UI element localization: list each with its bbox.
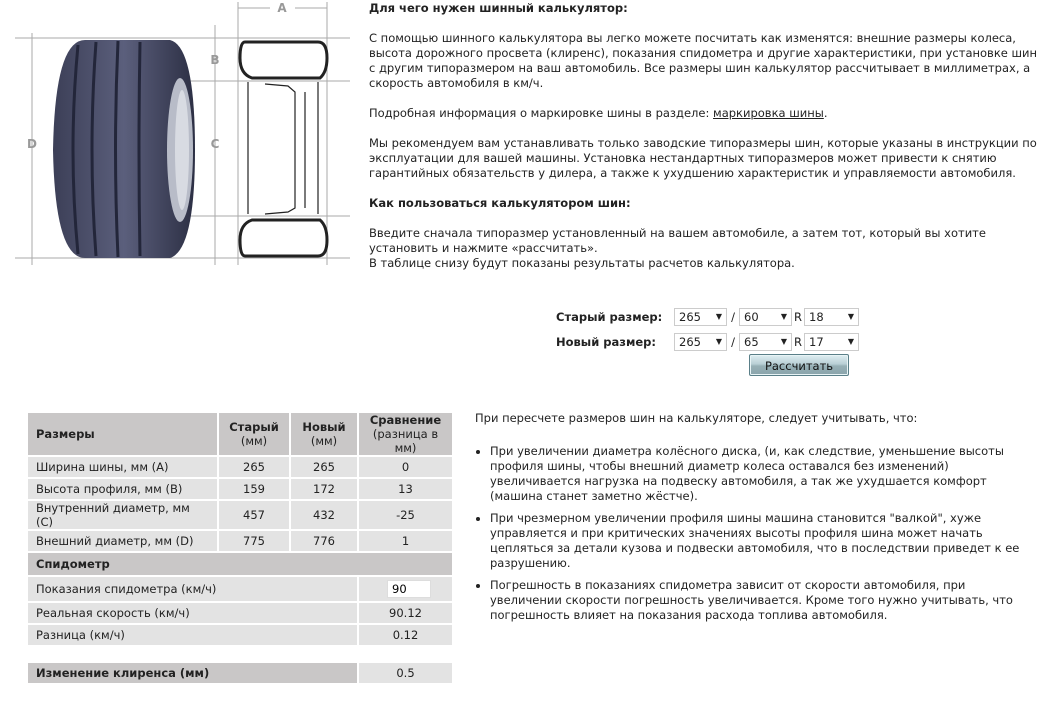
header-old <box>218 412 290 456</box>
header-new-title: Новый <box>302 420 346 434</box>
speedometer-reading-row <box>27 576 453 602</box>
tire-photo <box>53 40 195 258</box>
header-compare-title: Сравнение <box>369 413 442 427</box>
new-rim-select[interactable] <box>804 333 859 351</box>
speedometer-input[interactable] <box>387 580 431 598</box>
row-label: Ширина шины, мм (A) <box>27 456 218 478</box>
header-new <box>290 412 358 456</box>
r-separator: R <box>794 309 802 324</box>
slash-separator: / <box>731 309 735 324</box>
old-width-select[interactable] <box>674 308 727 326</box>
calculate-button[interactable]: Рассчитать <box>749 354 849 376</box>
header-compare-unit: (разница в мм) <box>372 427 439 455</box>
table-row <box>27 478 453 500</box>
speedometer-section-row <box>27 552 453 576</box>
intro-paragraph: С помощью шинного калькулятора вы легко можете посчитать как изменятся: внешние размеры колеса, высота дорожного просвета (клиренс), показания спидометра и другие характеристики, при установке шин с другим типоразмером на ваш автомобиль. Все размеры шин калькулятор рассчитывает в миллиметрах, а скорость автомобиля в км/ч. <box>369 31 1038 90</box>
dimension-label-b: B <box>210 53 220 67</box>
row-diff-value: 13 <box>358 478 453 500</box>
spacer <box>27 646 453 662</box>
chevron-down-icon: ▼ <box>847 312 854 321</box>
row-diff-value: 1 <box>358 530 453 552</box>
old-profile-select[interactable] <box>739 308 792 326</box>
table-row <box>27 500 453 530</box>
spacer-row <box>27 646 453 662</box>
chevron-down-icon: ▼ <box>780 337 787 346</box>
row-new-value: 172 <box>290 478 358 500</box>
howto-paragraph <box>369 226 1039 271</box>
speedometer-reading-label: Показания спидометра (км/ч) <box>27 576 358 602</box>
dimension-label-d: D <box>27 137 37 151</box>
new-profile-select[interactable] <box>739 333 792 351</box>
chevron-down-icon: ▼ <box>715 312 722 321</box>
clearance-row <box>27 662 453 684</box>
recommendation-paragraph: Мы рекомендуем вам устанавливать только заводские типоразмеры шин, которые указаны в инструкции по эксплуатации для вашей машины. Установка нестандартных типоразмеров может привести к снятию гарантийных обязательств у дилера, а также к ухудшению характеристик и управляемости автомобиля. <box>369 136 1037 180</box>
old-rim-value: 18 <box>809 309 824 324</box>
new-size-row <box>556 329 859 354</box>
real-speed-value: 90.12 <box>358 602 453 624</box>
header-old-title: Старый <box>229 420 279 434</box>
note-item: • При чрезмерном увеличении профиля шины машина становится "валкой", хуже управляется и при критических значениях высоты профиля шина может начать цепляться за детали кузова и подвески автомобиля, что в последствии приведет к ее разрушению. <box>490 511 1035 571</box>
speed-diff-value: 0.12 <box>358 624 453 646</box>
size-form <box>556 304 859 354</box>
row-diff-value: -25 <box>358 500 453 530</box>
marking-paragraph <box>369 106 1039 121</box>
old-profile-value: 60 <box>744 309 759 324</box>
dimension-label-a: A <box>277 1 287 15</box>
notes-intro: При пересчете размеров шин на калькуляторе, следует учитывать, что: <box>475 411 918 425</box>
table-header-row <box>27 412 453 456</box>
header-sizes: Размеры <box>27 412 218 456</box>
row-old-value: 775 <box>218 530 290 552</box>
speed-diff-row <box>27 624 453 646</box>
new-rim-value: 17 <box>809 334 824 349</box>
speedometer-reading-cell <box>358 576 453 602</box>
speed-diff-label: Разница (км/ч) <box>27 624 358 646</box>
row-old-value: 457 <box>218 500 290 530</box>
real-speed-label: Реальная скорость (км/ч) <box>27 602 358 624</box>
old-size-label: Старый размер: <box>556 309 663 324</box>
old-size-row <box>556 304 859 329</box>
dimension-label-c: C <box>210 137 220 151</box>
table-row <box>27 456 453 478</box>
row-new-value: 265 <box>290 456 358 478</box>
chevron-down-icon: ▼ <box>715 337 722 346</box>
howto-text-2: В таблице снизу будут показаны результаты расчетов калькулятора. <box>369 256 795 270</box>
row-old-value: 159 <box>218 478 290 500</box>
row-new-value: 432 <box>290 500 358 530</box>
row-label: Высота профиля, мм (B) <box>27 478 218 500</box>
clearance-label: Изменение клиренса (мм) <box>27 662 358 684</box>
tire-dimensions-diagram <box>0 0 360 280</box>
row-new-value: 776 <box>290 530 358 552</box>
note-item: • Погрешность в показаниях спидометра зависит от скорости автомобиля, при увеличении скорости погрешность увеличивается. Кроме того нужно учитывать, что погрешность влияет на показания расхода топлива автомобиля. <box>490 578 1035 623</box>
new-width-value: 265 <box>679 334 701 349</box>
marking-link[interactable]: маркировка шины <box>713 106 824 120</box>
heading-purpose: Для чего нужен шинный калькулятор: <box>369 1 628 15</box>
results-table <box>26 411 454 685</box>
r-separator: R <box>794 334 802 349</box>
marking-suffix: . <box>823 106 828 120</box>
howto-text: Введите сначала типоразмер установленный на вашем автомобиле, а затем тот, который вы хотите установить и нажмите «рассчитать». <box>369 226 986 255</box>
header-new-unit: (мм) <box>310 434 338 448</box>
new-width-select[interactable] <box>674 333 727 351</box>
row-diff-value: 0 <box>358 456 453 478</box>
table-row <box>27 530 453 552</box>
speedometer-title: Спидометр <box>27 552 453 576</box>
tire-cross-section <box>240 42 327 256</box>
intro-section <box>369 1 1039 286</box>
note-item: • При увеличении диаметра колёсного диска, (и, как следствие, уменьшение высоты профиля шины, чтобы внешний диаметр колеса оставался без изменений) увеличивается нагрузка на подвеску автомобиля, а так же ухудшается комфорт (машина станет заметно жёстче). <box>490 444 1035 504</box>
row-label: Внешний диаметр, мм (D) <box>27 530 218 552</box>
new-profile-value: 65 <box>744 334 759 349</box>
marking-text: Подробная информация о маркировке шины в разделе: <box>369 106 714 120</box>
chevron-down-icon: ▼ <box>847 337 854 346</box>
notes-section <box>475 411 1035 630</box>
old-rim-select[interactable] <box>804 308 859 326</box>
notes-list <box>475 444 1035 623</box>
old-width-value: 265 <box>679 309 701 324</box>
new-size-label: Новый размер: <box>556 334 656 349</box>
header-old-unit: (мм) <box>240 434 268 448</box>
clearance-value: 0.5 <box>358 662 453 684</box>
header-compare <box>358 412 453 456</box>
chevron-down-icon: ▼ <box>780 312 787 321</box>
heading-howto: Как пользоваться калькулятором шин: <box>369 196 631 210</box>
row-label: Внутренний диаметр, мм (C) <box>27 500 218 530</box>
row-old-value: 265 <box>218 456 290 478</box>
real-speed-row <box>27 602 453 624</box>
slash-separator: / <box>731 334 735 349</box>
